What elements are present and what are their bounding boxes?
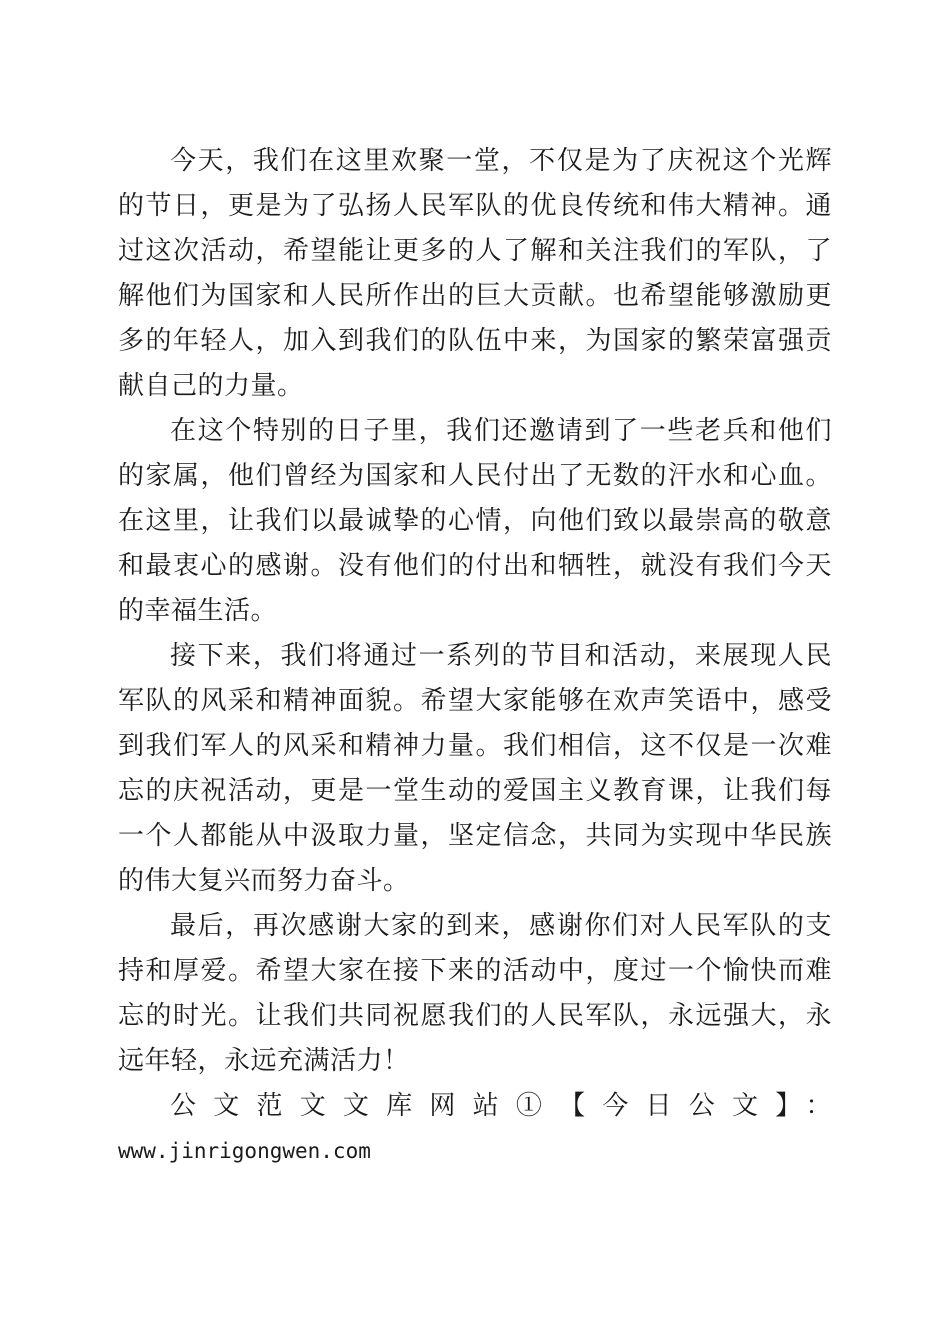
- footer-site-label: 公文范文文库网站①【今日公文】：: [170, 1091, 832, 1121]
- paragraph-program: 接下来，我们将通过一系列的节目和活动，来展现人民军队的风采和精神面貌。希望大家能够在欢声笑语中，感受到我们军人的风采和精神力量。我们相信，这不仅是一次难忘的庆祝活动，更是一堂生动的爱国主义教育课，让我们每一个人都能从中汲取力量，坚定信念，共同为实现中华民族的伟大复兴而努力奋斗。: [118, 641, 832, 896]
- document-body: [118, 139, 832, 1174]
- footer-site-url: www.jinrigongwen.com: [118, 1139, 371, 1163]
- paragraph-opening: 今天，我们在这里欢聚一堂，不仅是为了庆祝这个光辉的节日，更是为了弘扬人民军队的优良传统和伟大精神。通过这次活动，希望能让更多的人了解和关注我们的军队，了解他们为国家和人民所作出的巨大贡献。也希望能够激励更多的年轻人，加入到我们的队伍中来，为国家的繁荣富强贡献自己的力量。: [118, 146, 832, 401]
- paragraph-closing: 最后，再次感谢大家的到来，感谢你们对人民军队的支持和厚爱。希望大家在接下来的活动中，度过一个愉快而难忘的时光。让我们共同祝愿我们的人民军队，永远强大，永远年轻，永远充满活力！: [118, 911, 832, 1076]
- paragraph-veterans: 在这个特别的日子里，我们还邀请到了一些老兵和他们的家属，他们曾经为国家和人民付出了无数的汗水和心血。在这里，让我们以最诚挚的心情，向他们致以最崇高的敬意和最衷心的感谢。没有他们的付出和牺牲，就没有我们今天的幸福生活。: [118, 416, 832, 626]
